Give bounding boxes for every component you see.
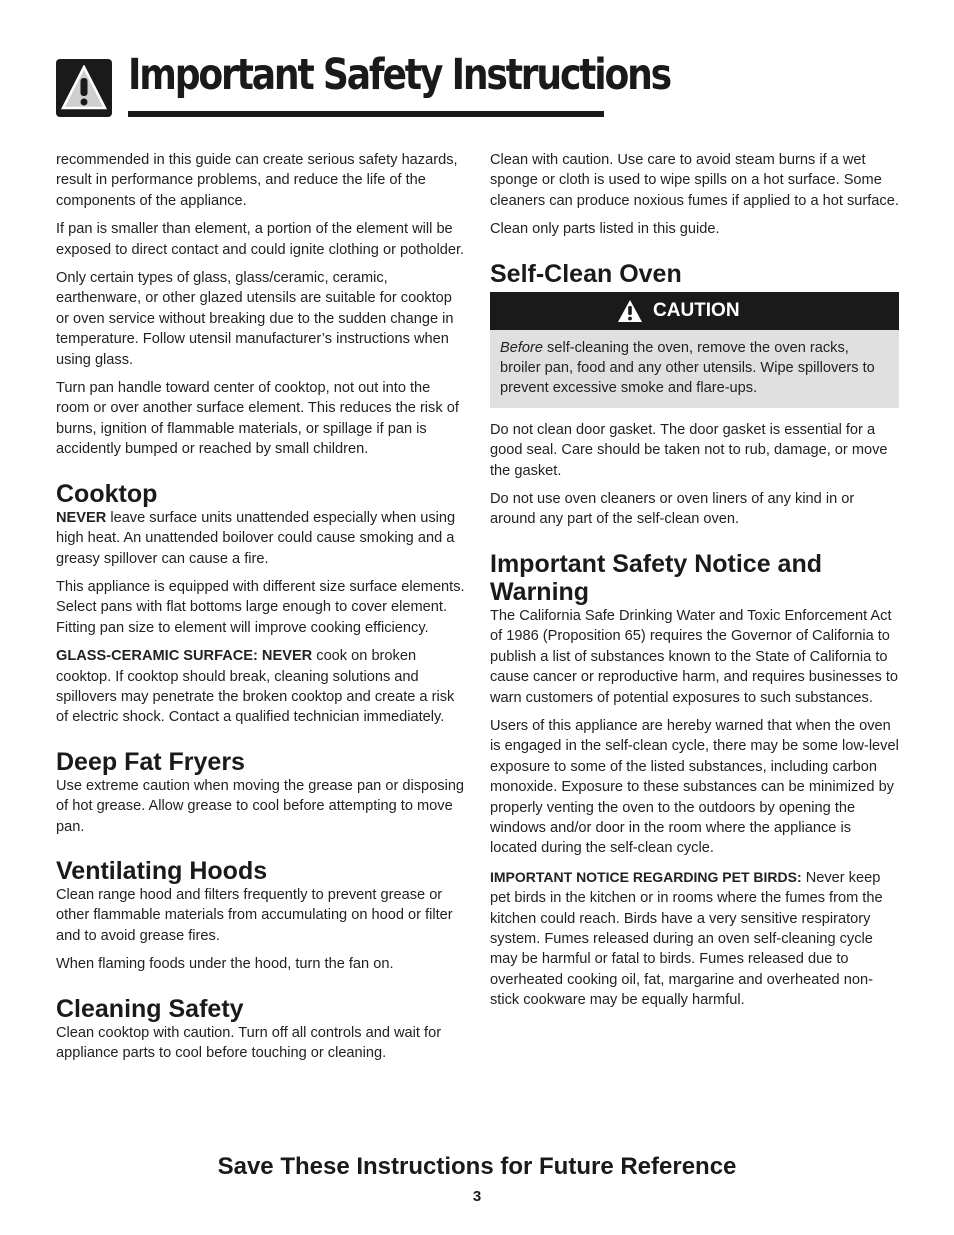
left-column — [56, 150, 466, 1071]
paragraph-text: Never keep pet birds in the kitchen or in rooms where the fumes from the kitchen could reach. Birds have a very sensitive respiratory system. Fumes released during an oven self-cleaning cycle may be harmful or fatal to birds. Fumes released due to overheated cooking oil, fat, margarine and overheated non-stick cookware may be equally harmful. — [490, 869, 883, 1009]
cleaning-paragraph: Clean only parts listed in this guide. — [490, 221, 720, 238]
hoods-paragraph: Clean range hood and filters frequently to prevent grease or other flammable materials from accumulating on hood or filter and to avoid grease fires. — [56, 886, 453, 944]
section-heading-fryers: Deep Fat Fryers — [56, 747, 245, 776]
fryers-paragraph: Use extreme caution when moving the grease pan or disposing of hot grease. Allow grease to cool before attempting to move pan. — [56, 777, 465, 835]
footer-title: Save These Instructions for Future Reference — [217, 1153, 737, 1180]
page-title: Important Safety Instructions — [128, 50, 670, 100]
bold-lead: NEVER — [56, 509, 107, 526]
notice-paragraph — [490, 867, 902, 1011]
caution-triangle-icon — [617, 299, 643, 323]
page-number: 3 — [472, 1188, 482, 1205]
paragraph-text: cook on broken cooktop. If cooktop should break, cleaning solutions and spillovers may penetrate the broken cooktop and create a risk of electric shock. Contact a qualified technician immediately. — [56, 648, 455, 726]
paragraph-text: leave surface units unattended especially when using high heat. An unattended boilover could cause smoking and a greasy spillover can cause a fire. — [56, 509, 456, 567]
paragraph-text: self-cleaning the oven, remove the oven racks, broiler pan, food and any other utensils. Wipe spillovers to prevent excessive smoke and flare-ups. — [500, 339, 875, 397]
section-heading-notice: Important Safety Notice and Warning — [490, 549, 822, 606]
section-heading-cleaning: Cleaning Safety — [56, 994, 244, 1023]
caution-text — [500, 338, 889, 399]
section-heading-cooktop: Cooktop — [56, 479, 158, 508]
warning-triangle-icon — [56, 59, 112, 117]
bold-lead: GLASS-CERAMIC SURFACE: NEVER — [56, 648, 313, 665]
cooktop-paragraph: This appliance is equipped with different size surface elements. Select pans with flat bottoms large enough to cover element. Fitting pan size to element will improve cooking efficiency. — [56, 578, 465, 636]
self-clean-paragraph: Do not use oven cleaners or oven liners of any kind in or around any part of the self-clean oven. — [490, 491, 855, 528]
cleaning-paragraph: Clean cooktop with caution. Turn off all controls and wait for appliance parts to cool before touching or cleaning. — [56, 1024, 442, 1061]
cooktop-paragraph — [56, 508, 466, 569]
caution-bar — [490, 292, 899, 330]
cooktop-paragraph — [56, 646, 466, 728]
section-heading-self-clean: Self-Clean Oven — [490, 259, 682, 288]
notice-paragraph: Users of this appliance are hereby warned that when the oven is engaged in the self-clean cycle, there may be some low-level exposure to some of the listed substances, including carbon monoxide. Exposure to these substances can be minimized by properly venting the oven to the outdoors by opening the windows and/or door in the room where the appliance is located during the self-clean cycle. — [490, 717, 899, 857]
page-header — [56, 50, 670, 120]
right-column — [490, 150, 902, 1019]
cleaning-paragraph: Clean with caution. Use care to avoid steam burns if a wet sponge or cloth is used to wipe spills on a hot surface. Some cleaners can produce noxious fumes if applied to a hot surface. — [490, 152, 899, 209]
notice-paragraph: The California Safe Drinking Water and Toxic Enforcement Act of 1986 (Proposition 65) requires the Governor of California to publish a list of substances known to the State of California to cause cancer or reproductive harm, and requires businesses to warn customers of potential exposures to such substances. — [490, 607, 899, 706]
section-heading-hoods: Ventilating Hoods — [56, 856, 268, 885]
self-clean-paragraph: Do not clean door gasket. The door gasket is essential for a good seal. Care should be taken not to rub, damage, or move the gasket. — [490, 421, 888, 479]
intro-paragraph: recommended in this guide can create serious safety hazards, result in performance problems, and reduce the life of the components of the appliance. — [56, 152, 458, 209]
italic-lead: Before — [500, 339, 543, 356]
title-rule — [128, 111, 604, 117]
intro-paragraph: Only certain types of glass, glass/ceramic, ceramic, earthenware, or other glazed utensils are suitable for cooktop or oven service without breaking due to the sudden change in temperature. Follow utensil manufacturer’s instructions when using glass. — [56, 270, 454, 368]
caution-body — [490, 330, 899, 408]
intro-paragraph: If pan is smaller than element, a portion of the element will be exposed to direct contact and could ignite clothing or potholder. — [56, 221, 465, 258]
caution-box — [490, 292, 899, 408]
bold-lead: IMPORTANT NOTICE REGARDING PET BIRDS: — [490, 868, 802, 885]
intro-paragraph: Turn pan handle toward center of cooktop, not out into the room or over another surface element. This reduces the risk of burns, ignition of flammable materials, or spillage if pan is accidently bumped or reached by small children. — [56, 380, 459, 458]
hoods-paragraph: When flaming foods under the hood, turn the fan on. — [56, 956, 394, 973]
caution-label: CAUTION — [653, 299, 740, 321]
